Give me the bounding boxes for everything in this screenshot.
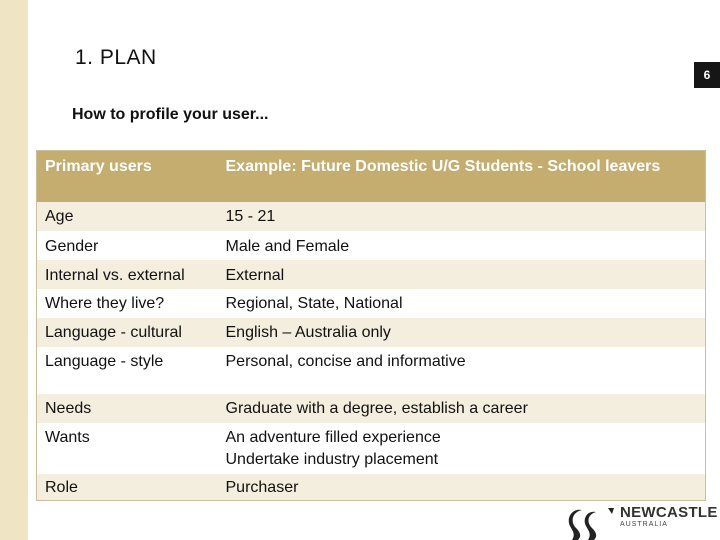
table-row — [37, 474, 706, 501]
row-value: Regional, State, National — [218, 289, 706, 318]
row-label: Needs — [37, 394, 218, 423]
header-label: Primary users — [37, 151, 218, 202]
table-row — [37, 423, 706, 474]
slide-title: 1. PLAN — [75, 46, 157, 69]
row-label: Language - style — [37, 347, 218, 394]
table-header-row — [37, 151, 706, 202]
row-value: Purchaser — [218, 474, 706, 501]
row-value: Graduate with a degree, establish a career — [218, 394, 706, 423]
row-label: Internal vs. external — [37, 260, 218, 289]
row-label: Gender — [37, 231, 218, 260]
left-decorative-band — [0, 0, 28, 540]
logo-subtitle: AUSTRALIA — [620, 521, 668, 528]
table-row — [37, 202, 706, 231]
slide-subtitle: How to profile your user... — [72, 106, 269, 123]
row-value-line: An adventure filled experience — [225, 428, 441, 446]
table-row — [37, 347, 706, 394]
logo-mark-icon — [568, 506, 614, 540]
row-value: External — [218, 260, 706, 289]
row-value: Personal, concise and informative — [218, 347, 706, 394]
user-profile-table — [36, 150, 706, 501]
row-value: English – Australia only — [218, 318, 706, 347]
row-label: Language - cultural — [37, 318, 218, 347]
university-logo — [566, 500, 720, 540]
row-value-line: Undertake industry placement — [225, 450, 439, 468]
row-label: Role — [37, 474, 218, 501]
table-row — [37, 260, 706, 289]
row-label: Wants — [37, 423, 218, 474]
table-row — [37, 318, 706, 347]
row-value — [218, 423, 706, 474]
table-row — [37, 394, 706, 423]
row-label: Age — [37, 202, 218, 231]
logo-name: NEWCASTLE — [620, 504, 718, 521]
row-value: 15 - 21 — [218, 202, 706, 231]
table-row — [37, 231, 706, 260]
row-value: Male and Female — [218, 231, 706, 260]
table-row — [37, 289, 706, 318]
row-label: Where they live? — [37, 289, 218, 318]
header-value: Example: Future Domestic U/G Students - School leavers — [218, 151, 706, 202]
page-number-badge: 6 — [694, 62, 720, 88]
